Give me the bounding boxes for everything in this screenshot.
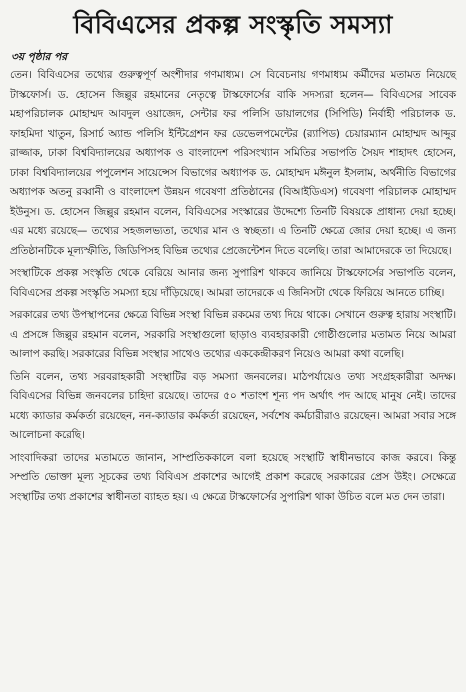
article-body xyxy=(10,66,456,507)
continued-from-page-label: ৩য় পৃষ্ঠার পর xyxy=(11,51,68,63)
paragraph-3: সরকারের তথ্য উপস্থাপনের ক্ষেত্রে বিভিন্ন সংস্থা বিভিন্ন রকমের তথ্য দিয়ে থাকে। সেখানে গুরুত্ব হারায় সংস্থাটি। এ প্রসঙ্গে জিল্লুর রহমান বলেন, সরকারি সংস্থাগুলো ছাড়াও ব্যবহারকারী গোষ্ঠীগুলোর মতামত নিয়ে আমরা আলাপ করছি। সরকারের বিভিন্ন সংস্থার সাথেও তথ্যের এককেন্দ্রীকরণ নিয়েও আমরা কথা বলেছি। xyxy=(10,309,456,360)
paragraph-1: তেন। বিবিএসের তথ্যের গুরুত্বপূর্ণ অংশীদার গণমাধ্যম। সে বিবেচনায় গণমাধ্যম কর্মীদের মতামত নিয়েছে টাস্কফোর্স। ড. হোসেন জিল্লুর রহমানের নেতৃত্বে টাস্কফোর্সের বাকি সদস্যরা হলেন— বিবিএসের সাবেক মহাপরিচালক মোহাম্মদ আবদুল ওয়াজেদ, সেন্টার ফর পলিসি ডায়ালগের (সিপিডি) নির্বাহী পরিচালক ড. ফাহমিদা খাতুন, রিসার্চ অ্যান্ড পলিসি ইন্টিগ্রেশন ফর ডেভেলপমেন্টের (র‍্যাপিড) চেয়ারম্যান মোহাম্মদ আব্দুর রাজ্জাক, ঢাকা বিশ্ববিদ্যালয়ের অধ্যাপক ও বাংলাদেশ পরিসংখ্যান সমিতির সভাপতি সৈয়দ শাহাদৎ হোসেন, ঢাকা বিশ্ববিদ্যালয়ের পপুলেশন সায়েন্সেস বিভাগের অধ্যাপক ড. মোহাম্মদ মঈনুল ইসলাম, অর্থনীতি বিভাগের অধ্যাপক অতনু রব্বানী ও বাংলাদেশ উন্নয়ন গবেষণা প্রতিষ্ঠানের (বিআইডিএস) গবেষণা পরিচালক মোহাম্মদ ইউনুস। ড. হোসেন জিল্লুর রহমান বলেন, বিবিএসের সংস্কারের উদ্দেশ্যে তিনটি বিষয়কে প্রাধান্য দেয়া হচ্ছে। এর মধ্যে রয়েছে— তথ্যের সহজলভ্যতা, তথ্যের মান ও স্বচ্ছতা। এ তিনটি ক্ষেত্রে জোর দেয়া হচ্ছে। এ জন্য প্রতিষ্ঠানটিকে মূল্যস্ফীতি, জিডিপিসহ বিভিন্ন তথ্যের প্রেজেন্টেশন দিতে বলেছি। তারা আমাদেরকে তা দিয়েছে। xyxy=(10,69,456,257)
paragraph-5: সাংবাদিকরা তাদের মতামতে জানান, সাম্প্রতিককালে বলা হয়েছে সংস্থাটি স্বাধীনভাবে কাজ করবে। কিন্তু সম্প্রতি ভোক্তা মূল্য সূচকের তথ্য বিবিএস প্রকাশের আগেই প্রকাশ করেছে সরকারের প্রেস উইং। সেক্ষেত্রে সংস্থাটির তথ্য প্রকাশের স্বাধীনতা ব্যাহত হয়। এ ক্ষেত্রে টাস্কফোর্সের সুপারিশ থাকা উচিত বলে মত দেন তারা। xyxy=(10,451,456,503)
paragraph-2: সংস্থাটিকে প্রকল্প সংস্কৃতি থেকে বেরিয়ে আনার জন্য সুপারিশ থাকবে জানিয়ে টাস্কফোর্সের সভাপতি বলেন, বিবিএসের প্রকল্প সংস্কৃতি সমস্যা হয়ে দাঁড়িয়েছে। আমরা তাদেরকে এ জিনিসটা থেকে ফিরিয়ে আনতে চাচ্ছি। xyxy=(10,267,456,299)
headline: বিবিএসের প্রকল্প সংস্কৃতি সমস্যা xyxy=(73,10,393,39)
paragraph-4: তিনি বলেন, তথ্য সরবরাহকারী সংস্থাটির বড় সমস্যা জনবলের। মাঠপর্যায়েও তথ্য সংগ্রহকারীরা অদক্ষ। বিবিএসের বিভিন্ন জনবলের চাহিদা রয়েছে। তাদের ৫০ শতাংশ শূন্য পদ অর্থাৎ পদ আছে মানুষ নেই। তাদের মধ্যে ক্যাডার কর্মকর্তা রয়েছেন, নন-ক্যাডার কর্মকর্তা রয়েছেন, সর্বশেষ কর্মচারীরাও রয়েছেন। আমরা সবার সঙ্গে আলোচনা করেছি। xyxy=(10,370,456,441)
